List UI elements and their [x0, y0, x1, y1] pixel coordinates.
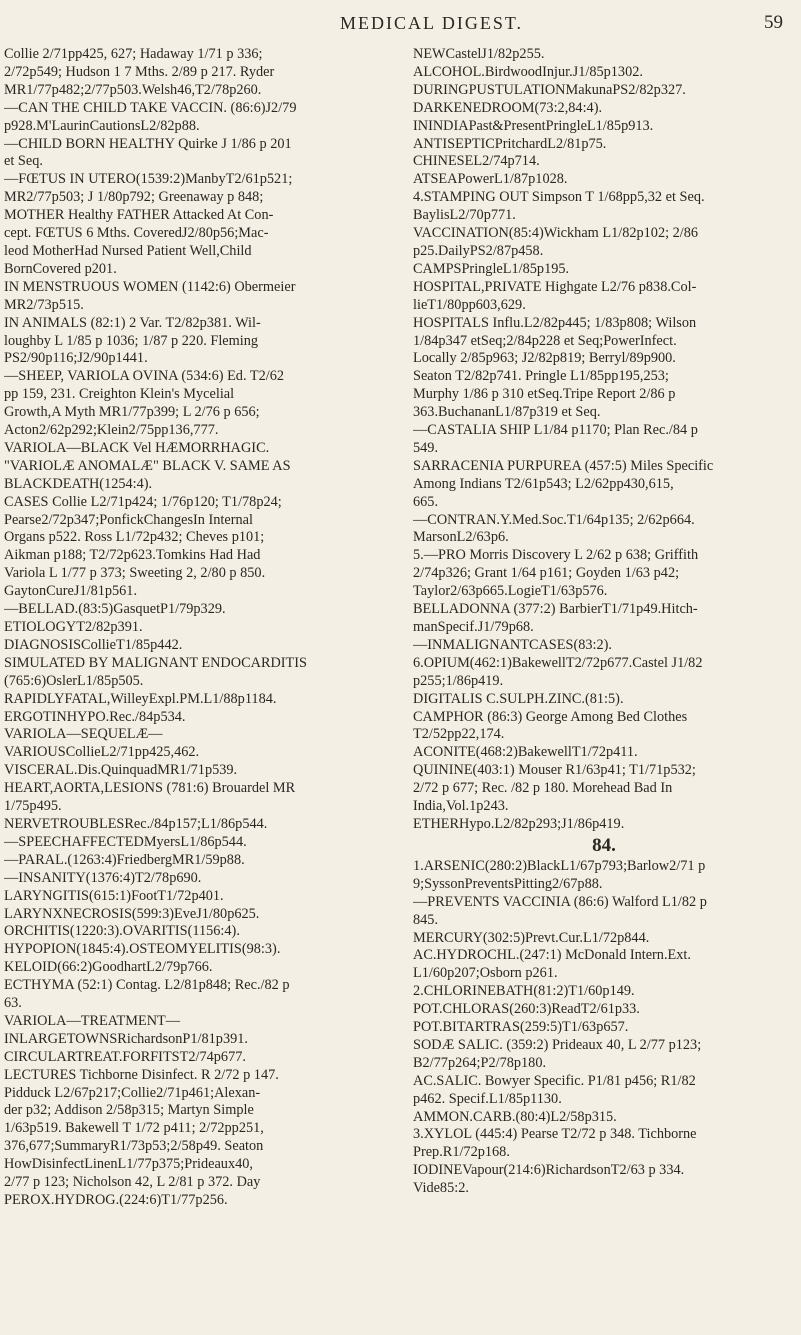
index-line: p928.M'LaurinCautionsL2/82p88.: [4, 117, 200, 134]
index-line: 549.: [413, 439, 439, 456]
index-line: 845.: [413, 911, 439, 928]
index-line: VARIOLA—SEQUELÆ—: [4, 726, 163, 743]
index-line: —BELLAD.(83:5)GasquetP1/79p329.: [4, 601, 226, 618]
index-line: MOTHER Healthy FATHER Attacked At Con-: [4, 207, 274, 224]
index-line: 363.BuchananL1/87p319 et Seq.: [413, 404, 601, 421]
index-line: 1/63p519. Bakewell T 1/72 p411; 2/72pp251,: [4, 1120, 264, 1137]
index-line: MR2/73p515.: [4, 296, 84, 313]
index-line: IODINEVapour(214:6)RichardsonT2/63 p 334.: [413, 1162, 685, 1179]
index-line: IN ANIMALS (82:1) 2 Var. T2/82p381. Wil-: [4, 314, 261, 331]
index-line: BLACKDEATH(1254:4).: [4, 475, 153, 492]
index-line: Aikman p188; T2/72p623.Tomkins Had Had: [4, 547, 261, 564]
index-line: 2/72p549; Hudson 1 7 Mths. 2/89 p 217. Ryder: [4, 63, 275, 80]
index-line: pp 159, 231. Creighton Klein's Mycelial: [4, 386, 235, 403]
index-line: DARKENEDROOM(73:2,84:4).: [413, 99, 603, 116]
index-line: ININDIAPast&PresentPringleL1/85p913.: [413, 117, 654, 134]
index-line: 2/74p326; Grant 1/64 p161; Goyden 1/63 p42;: [413, 565, 680, 582]
index-line: GaytonCureJ1/81p561.: [4, 583, 138, 600]
index-line: ATSEAPowerL1/87p1028.: [413, 171, 568, 188]
index-line: VACCINATION(85:4)Wickham L1/82p102; 2/86: [413, 225, 699, 242]
index-line: T2/52pp22,174.: [413, 726, 505, 743]
index-line: BornCovered p201.: [4, 260, 117, 277]
index-line: SIMULATED BY MALIGNANT ENDOCARDITIS: [4, 654, 308, 671]
index-line: Pearse2/72p347;PonfickChangesIn Internal: [4, 511, 253, 528]
index-line: —CASTALIA SHIP L1/84 p1170; Plan Rec./84 p: [413, 422, 698, 439]
index-line: cept. FŒTUS 6 Mths. CoveredJ2/80p56;Mac-: [4, 225, 269, 242]
index-line: PS2/90p116;J2/90p1441.: [4, 350, 148, 367]
index-line: 1/84p347 etSeq;2/84p228 et Seq;PowerInfect.: [413, 332, 677, 349]
index-line: ETHERHypo.L2/82p293;J1/86p419.: [413, 815, 625, 832]
index-line: HYPOPION(1845:4).OSTEOMYELITIS(98:3).: [4, 941, 281, 958]
index-line: p462. Specif.L1/85p1130.: [413, 1090, 562, 1107]
index-line: —INSANITY(1376:4)T2/78p690.: [4, 869, 202, 886]
index-line: Vide85:2.: [413, 1180, 469, 1197]
index-line: CASES Collie L2/71p424; 1/76p120; T1/78p24;: [4, 493, 282, 510]
index-line: ANTISEPTICPritchardL2/81p75.: [413, 135, 607, 152]
index-line: 6.OPIUM(462:1)BakewellT2/72p677.Castel J1/82: [413, 654, 703, 671]
index-line: —PARAL.(1263:4)FriedbergMR1/59p88.: [4, 851, 245, 868]
index-line: IN MENSTRUOUS WOMEN (1142:6) Obermeier: [4, 278, 296, 295]
index-line: DURINGPUSTULATIONMakunaPS2/82p327.: [413, 81, 686, 98]
index-line: 1/75p495.: [4, 798, 62, 815]
index-line: BELLADONNA (377:2) BarbierT1/71p49.Hitch-: [413, 601, 698, 618]
index-line: Taylor2/63p665.LogieT1/63p576.: [413, 583, 608, 600]
index-line: BaylisL2/70p771.: [413, 207, 516, 224]
index-line: Variola L 1/77 p 373; Sweeting 2, 2/80 p 850.: [4, 565, 266, 582]
index-line: CAMPSPringleL1/85p195.: [413, 260, 570, 277]
index-line: Organs p522. Ross L1/72p432; Cheves p101;: [4, 529, 265, 546]
index-line: Among Indians T2/61p543; L2/62pp430,615,: [413, 475, 674, 492]
index-line: B2/77p264;P2/78p180.: [413, 1054, 547, 1071]
index-line: MarsonL2/63p6.: [413, 529, 509, 546]
index-line: VARIOUSCollieL2/71pp425,462.: [4, 744, 200, 761]
index-line: RAPIDLYFATAL,WilleyExpl.PM.L1/88p1184.: [4, 690, 277, 707]
index-line: et Seq.: [4, 153, 43, 170]
index-line: AC.SALIC. Bowyer Specific. P1/81 p456; R1/82: [413, 1072, 696, 1089]
index-line: AC.HYDROCHL.(247:1) McDonald Intern.Ext.: [413, 947, 691, 964]
index-line: Growth,A Myth MR1/77p399; L 2/76 p 656;: [4, 404, 260, 421]
index-line: Acton2/62p292;Klein2/75pp136,777.: [4, 422, 219, 439]
index-line: —CAN THE CHILD TAKE VACCIN. (86:6)J2/79: [4, 99, 297, 116]
index-line: 376,677;SummaryR1/73p53;2/58p49. Seaton: [4, 1138, 264, 1155]
index-line: LARYNXNECROSIS(599:3)EveJ1/80p625.: [4, 905, 260, 922]
index-line: NERVETROUBLESRec./84p157;L1/86p544.: [4, 815, 268, 832]
index-line: —INMALIGNANTCASES(83:2).: [413, 636, 612, 653]
index-line: INLARGETOWNSRichardsonP1/81p391.: [4, 1030, 248, 1047]
index-line: MR1/77p482;2/77p503.Welsh46,T2/78p260.: [4, 81, 262, 98]
index-line: —CONTRAN.Y.Med.Soc.T1/64p135; 2/62p664.: [413, 511, 695, 528]
index-line: HowDisinfectLinenL1/77p375;Prideaux40,: [4, 1156, 253, 1173]
index-line: India,Vol.1p243.: [413, 798, 509, 815]
running-title: MEDICAL DIGEST.: [340, 12, 523, 33]
index-line: 5.—PRO Morris Discovery L 2/62 p 638; Griffith: [413, 547, 699, 564]
page-header: [20, 6, 783, 40]
index-line: —PREVENTS VACCINIA (86:6) Walford L1/82 p: [413, 893, 707, 910]
section-number: 84.: [592, 834, 616, 856]
index-line: ERGOTINHYPO.Rec./84p534.: [4, 708, 186, 725]
index-line: VARIOLA—BLACK Vel HÆMORRHAGIC.: [4, 439, 270, 456]
index-line: SODÆ SALIC. (359:2) Prideaux 40, L 2/77 p123;: [413, 1036, 702, 1053]
index-line: "VARIOLÆ ANOMALÆ" BLACK V. SAME AS: [4, 457, 291, 474]
index-line: —FŒTUS IN UTERO(1539:2)ManbyT2/61p521;: [4, 171, 293, 188]
index-line: VISCERAL.Dis.QuinquadMR1/71p539.: [4, 762, 238, 779]
index-line: loughby L 1/85 p 1036; 1/87 p 220. Fleming: [4, 332, 259, 349]
index-line: CAMPHOR (86:3) George Among Bed Clothes: [413, 708, 688, 725]
index-line: SARRACENIA PURPUREA (457:5) Miles Specific: [413, 457, 714, 474]
index-line: ETIOLOGYT2/82p391.: [4, 619, 143, 635]
index-line: LECTURES Tichborne Disinfect. R 2/72 p 147.: [4, 1066, 279, 1083]
index-line: lieT1/80pp603,629.: [413, 296, 526, 313]
index-line: MR2/77p503; J 1/80p792; Greenaway p 848;: [4, 189, 264, 206]
index-line: Seaton T2/82p741. Pringle L1/85pp195,253;: [413, 368, 669, 385]
index-line: p25.DailyPS2/87p458.: [413, 242, 544, 259]
index-line: DIGITALIS C.SULPH.ZINC.(81:5).: [413, 690, 624, 707]
index-line: 9;SyssonPreventsPitting2/67p88.: [413, 875, 603, 892]
index-line: ORCHITIS(1220:3).OVARITIS(1156:4).: [4, 923, 240, 940]
index-line: 665.: [413, 493, 439, 510]
index-line: Murphy 1/86 p 310 etSeq.Tripe Report 2/86 p: [413, 386, 676, 403]
index-line: manSpecif.J1/79p68.: [413, 619, 534, 635]
index-line: Collie 2/71pp425, 627; Hadaway 1/71 p 336;: [4, 46, 263, 62]
index-line: leod MotherHad Nursed Patient Well,Child: [4, 242, 252, 259]
index-line: ECTHYMA (52:1) Contag. L2/81p848; Rec./82 p: [4, 977, 290, 994]
index-line: HOSPITALS Influ.L2/82p445; 1/83p808; Wilson: [413, 314, 697, 331]
index-line: 63.: [4, 995, 22, 1012]
index-line: POT.CHLORAS(260:3)ReadT2/61p33.: [413, 1001, 640, 1018]
right-column: [413, 46, 795, 1331]
index-line: KELOID(66:2)GoodhartL2/79p766.: [4, 959, 213, 976]
left-column: [4, 46, 386, 1331]
index-line: —SPEECHAFFECTEDMyersL1/86p544.: [4, 833, 247, 850]
index-line: QUININE(403:1) Mouser R1/63p41; T1/71p532;: [413, 762, 696, 779]
index-line: HEART,AORTA,LESIONS (781:6) Brouardel MR: [4, 780, 296, 797]
index-line: HOSPITAL,PRIVATE Highgate L2/76 p838.Col-: [413, 278, 697, 295]
index-line: —CHILD BORN HEALTHY Quirke J 1/86 p 201: [4, 135, 292, 152]
index-line: Prep.R1/72p168.: [413, 1144, 510, 1161]
index-line: L1/60p207;Osborn p261.: [413, 965, 558, 982]
index-line: Pidduck L2/67p217;Collie2/71p461;Alexan-: [4, 1084, 261, 1101]
page-number: 59: [764, 12, 783, 33]
index-line: 2.CHLORINEBATH(81:2)T1/60p149.: [413, 983, 635, 1000]
index-line: MERCURY(302:5)Prevt.Cur.L1/72p844.: [413, 929, 650, 946]
index-line: 3.XYLOL (445:4) Pearse T2/72 p 348. Tichborne: [413, 1126, 697, 1143]
index-line: VARIOLA—TREATMENT—: [4, 1012, 181, 1029]
index-line: p255;1/86p419.: [413, 672, 504, 689]
index-line: 2/77 p 123; Nicholson 42, L 2/81 p 372. Day: [4, 1174, 261, 1191]
index-line: ACONITE(468:2)BakewellT1/72p411.: [413, 744, 638, 761]
index-line: Locally 2/85p963; J2/82p819; Berryl/89p900.: [413, 350, 676, 367]
index-line: 1.ARSENIC(280:2)BlackL1/67p793;Barlow2/71 p: [413, 857, 706, 874]
index-line: ALCOHOL.BirdwoodInjur.J1/85p1302.: [413, 63, 643, 80]
index-line: CIRCULARTREAT.FORFITST2/74p677.: [4, 1048, 246, 1065]
index-line: 2/72 p 677; Rec. /82 p 180. Morehead Bad In: [413, 780, 673, 797]
index-line: CHINESEL2/74p714.: [413, 153, 540, 170]
index-line: —SHEEP, VARIOLA OVINA (534:6) Ed. T2/62: [4, 368, 284, 385]
index-line: PEROX.HYDROG.(224:6)T1/77p256.: [4, 1192, 228, 1208]
index-line: (765:6)OslerL1/85p505.: [4, 672, 144, 689]
index-line: der p32; Addison 2/58p315; Martyn Simple: [4, 1102, 254, 1119]
index-line: POT.BITARTRAS(259:5)T1/63p657.: [413, 1019, 629, 1036]
index-line: AMMON.CARB.(80:4)L2/58p315.: [413, 1108, 617, 1125]
index-line: NEWCastelJ1/82p255.: [413, 46, 545, 62]
index-line: DIAGNOSISCollieT1/85p442.: [4, 636, 183, 653]
index-line: 4.STAMPING OUT Simpson T 1/68pp5,32 et Seq.: [413, 189, 705, 206]
index-line: LARYNGITIS(615:1)FootT1/72p401.: [4, 887, 224, 904]
